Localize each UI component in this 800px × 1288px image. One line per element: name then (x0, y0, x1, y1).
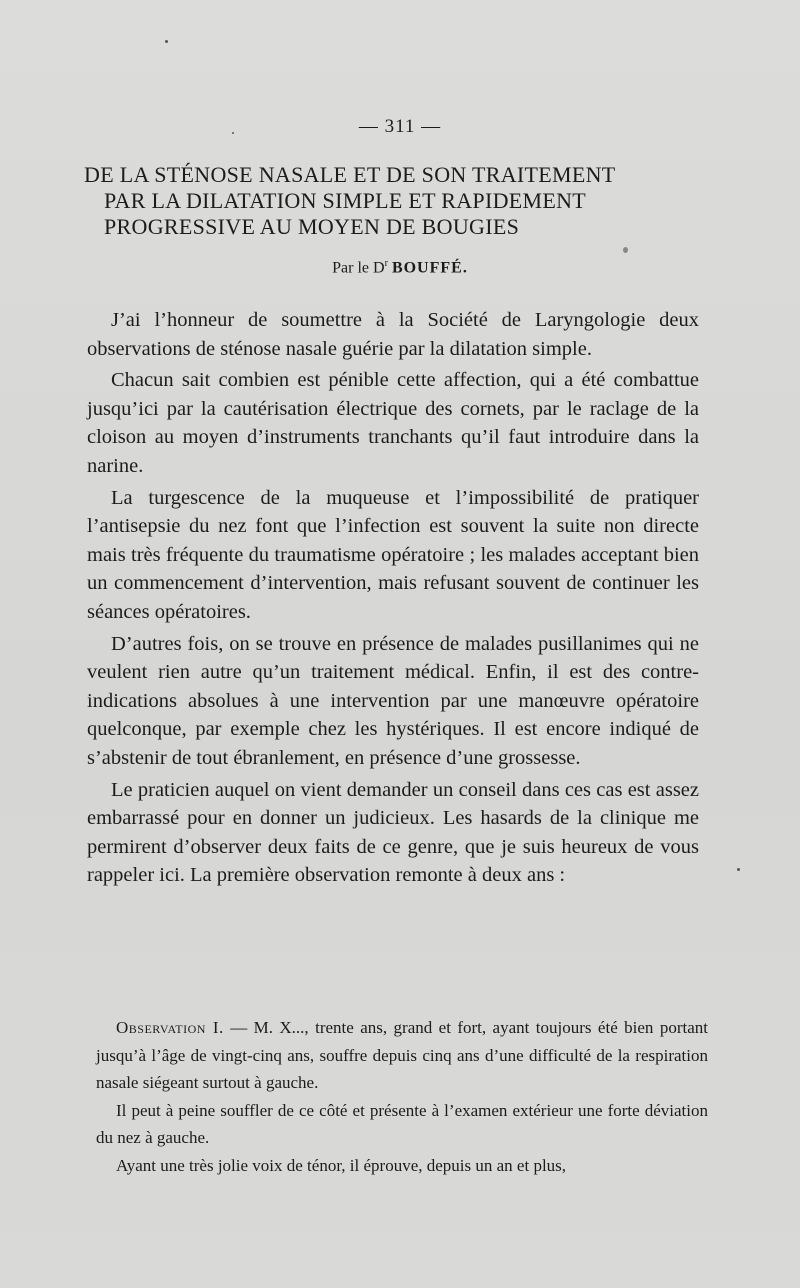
paragraph: Le praticien auquel on vient demander un conseil dans ces cas est assez embarrassé pour en donner un judicieux. Les hasards de la clinique me permirent d’observer deux faits de ce genre, que je suis heureux de vous rappeler ici. La première observation remonte à deux ans : (87, 778, 699, 887)
byline-prefix: Par le D (332, 259, 385, 277)
observation-section (96, 1014, 708, 1179)
page-number: — 311 — (358, 116, 442, 137)
observation-paragraph (96, 1014, 708, 1097)
paragraph: J’ai l’honneur de soumettre à la Société de Laryngologie deux observations de sténose nasale guérie par la dilatation simple. (87, 309, 699, 360)
paper-speck (623, 247, 628, 253)
author-name: BOUFFÉ. (391, 259, 468, 277)
observation-text: — M. X..., trente ans, grand et fort, ayant toujours été bien portant jusqu’à l’âge de vingt-cinq ans, souffre depuis cinq ans d’une difficulté de la respiration nasale siégeant surtout à gauche. (96, 1018, 709, 1092)
paragraph: Chacun sait combien est pénible cette affection, qui a été combattue jusqu’ici par la cautérisation électrique des cornets, par le raclage de la cloison au moyen d’instruments tranchants qu’il faut introduire dans la narine. (87, 369, 699, 477)
byline-superscript: r (384, 258, 388, 269)
byline (0, 258, 800, 277)
observation-paragraph: Il peut à peine souffler de ce côté et présente à l’examen extérieur une forte déviation du nez à gauche. (96, 1100, 708, 1147)
paragraph: La turgescence de la muqueuse et l’impossibilité de pratiquer l’antisepsie du nez font que l’infection est souvent la suite non directe mais très fréquente du traumatisme opératoire ; les malades acceptant bien un commencement d’intervention, mais refusant souvent de continuer les séances opératoires. (87, 486, 699, 623)
observation-paragraph: Ayant une très jolie voix de ténor, il éprouve, depuis un an et plus, (116, 1155, 567, 1175)
paper-speck (737, 868, 740, 871)
observation-heading: Observation I. (116, 1018, 224, 1037)
paragraph: D’autres fois, on se trouve en présence de malades pusillanimes qui ne veulent rien autre qu’un traitement médical. Enfin, il est des contre-indications absolues à une intervention par une manœuvre opératoire quelconque, par exemple chez les hystériques. Il est encore indiqué de s’abstenir de tout ébranlement, en présence d’une grossesse. (87, 632, 699, 769)
paper-speck (165, 40, 168, 43)
title-line: PAR LA DILATATION SIMPLE ET RAPIDEMENT (104, 188, 587, 213)
title-line: PROGRESSIVE AU MOYEN DE BOUGIES (104, 214, 520, 239)
body-text (87, 306, 699, 890)
article-title (84, 162, 704, 240)
title-line: DE LA STÉNOSE NASALE ET DE SON TRAITEMENT (84, 162, 616, 187)
